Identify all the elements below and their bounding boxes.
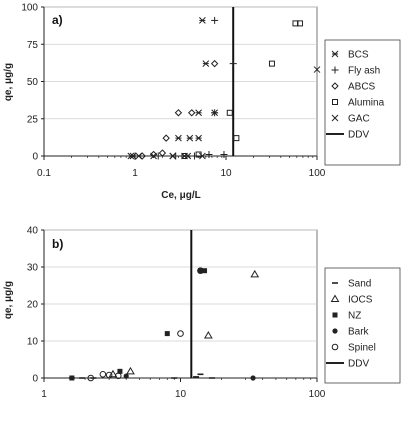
panel-a-x-tick-label-2: 10 (220, 168, 232, 179)
panel-a-x-tick-label-0: 0.1 (37, 168, 51, 179)
panel-a-point-abcs-5 (189, 110, 195, 116)
panel-a-point-fly-ash-7 (230, 60, 237, 67)
panel-b-point-iocs-2 (205, 332, 212, 338)
panel-b-marks (69, 268, 258, 381)
panel-a-point-bcs-10 (203, 61, 209, 67)
panel-a-point-abcs-4 (175, 110, 181, 116)
panel-a-y-tick-label-1: 25 (26, 114, 38, 126)
panel-b-legend-label-sand: Sand (348, 278, 372, 290)
panel-a-point-abcs-2 (159, 150, 165, 156)
panel-a-point-bcs-5 (187, 135, 193, 141)
panel-b-y-tick-label-2: 20 (26, 299, 38, 311)
panel-a-point-bcs-8 (196, 110, 202, 116)
panel-b-legend-symbol-nz (333, 313, 338, 318)
panel-a-point-bcs-11 (199, 17, 205, 23)
panel-b-y-tick-label-3: 30 (26, 262, 38, 274)
panel-a-grid (44, 7, 317, 119)
panel-a-point-abcs-3 (163, 135, 169, 141)
panel-b-legend-label-nz: NZ (348, 310, 362, 322)
panel-a-y-tick-label-2: 50 (26, 77, 38, 88)
panel-a-point-alumina-2 (227, 110, 232, 115)
panel-a (3, 3, 400, 202)
panel-b-point-nz-0 (69, 376, 74, 381)
panel-b-ylabel: qe, μg/g (3, 280, 14, 320)
panel-a-point-abcs-6 (212, 61, 218, 67)
panel-a-y-tick-label-3: 75 (26, 39, 38, 51)
panel-a-y-tick-label-0: 0 (32, 151, 38, 163)
panel-b-legend-label-iocs: IOCS (348, 294, 373, 306)
panel-b-y-tick-label-1: 10 (26, 336, 38, 348)
panel-b-legend-symbol-bark (332, 328, 337, 333)
panel-b-y-tick-label-4: 40 (26, 225, 38, 237)
panel-b-point-iocs-3 (251, 271, 258, 277)
panel-a-x-tick-label-1: 1 (132, 168, 138, 179)
panel-a-point-fly-ash-3 (191, 153, 198, 160)
panel-b-legend-label-ddv: DDV (348, 358, 370, 370)
panel-a-xlabel: Ce, μg/L (161, 190, 201, 201)
panel-b-label: b) (52, 237, 64, 251)
panel-a-x-tick-label-3: 100 (308, 168, 326, 179)
panel-a-legend-label-bcs: BCS (348, 49, 369, 61)
panel-a-ticks (21, 3, 325, 180)
panel-b-y-tick-label-0: 0 (32, 373, 38, 385)
panel-a-point-fly-ash-4 (205, 151, 212, 158)
panel-a-point-alumina-3 (234, 136, 239, 141)
panel-b-point-bark-1 (250, 375, 255, 380)
panel-a-legend-label-fly-ash: Fly ash (348, 65, 381, 77)
panel-b-point-nz-2 (165, 331, 170, 336)
panel-a-y-tick-label-4: 100 (21, 2, 38, 14)
panel-b-point-spinel-1 (100, 372, 106, 378)
panel-b-x-tick-label-2: 100 (308, 389, 326, 400)
panel-b (3, 226, 400, 401)
panel-b-point-spinel-4 (178, 331, 184, 337)
panel-a-point-fly-ash-8 (211, 17, 218, 24)
panel-a-point-alumina-4 (269, 61, 274, 66)
panel-b-legend-label-bark: Bark (348, 326, 369, 338)
panel-a-marks (128, 17, 320, 160)
panel-b-x-tick-label-0: 1 (41, 389, 47, 400)
panel-a-legend-label-ddv: DDV (348, 129, 370, 141)
panel-b-x-tick-label-1: 10 (174, 389, 187, 400)
panel-a-legend-label-gac: GAC (348, 113, 370, 125)
panel-a-point-bcs-6 (196, 135, 202, 141)
panel-a-legend-label-abcs: ABCS (348, 81, 376, 93)
panel-a-legend-label-alumina: Alumina (348, 97, 385, 109)
panel-a-point-bcs-4 (199, 153, 205, 159)
panel-a-point-bcs-7 (175, 135, 181, 141)
panel-a-ylabel: qe, μg/g (3, 62, 14, 102)
panel-a-label: a) (52, 13, 63, 27)
panel-a-point-fly-ash-0 (132, 153, 139, 160)
panel-b-grid (44, 230, 317, 341)
panel-b-ticks (27, 226, 326, 401)
panel-b-point-iocs-1 (127, 368, 134, 374)
panel-b-point-bark-0 (124, 374, 129, 379)
panel-b-legend-label-spinel: Spinel (348, 342, 376, 354)
